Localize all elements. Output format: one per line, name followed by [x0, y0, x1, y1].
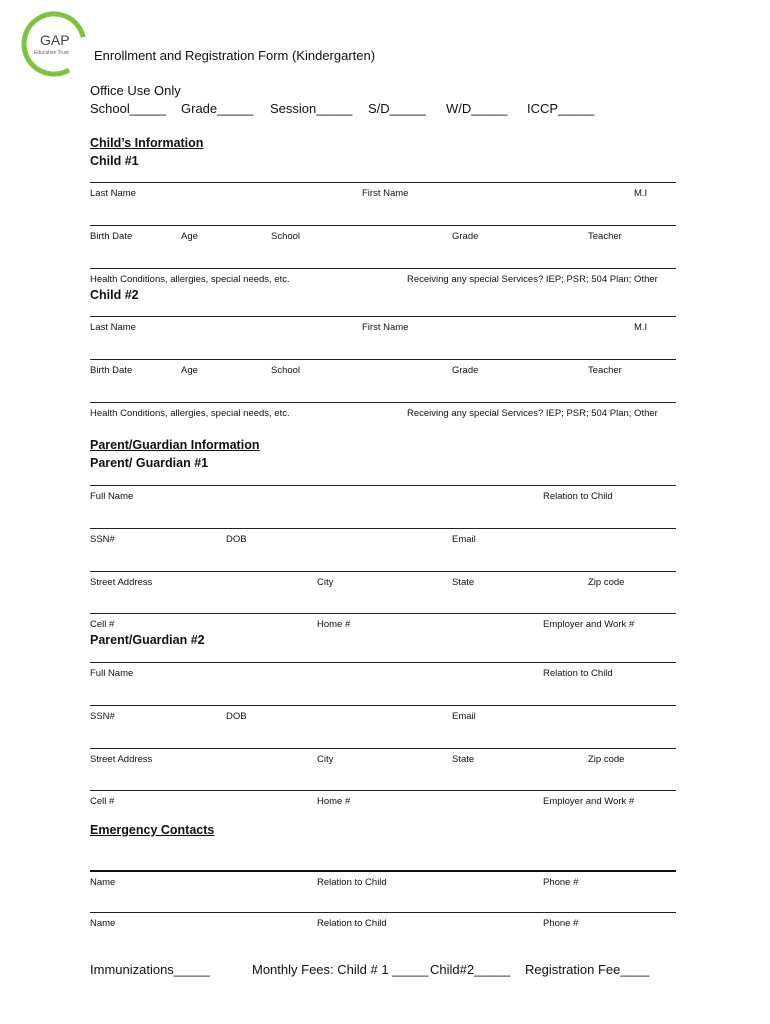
- office-field-grade[interactable]: Grade_____: [181, 101, 254, 116]
- parent2-phone-line[interactable]: [90, 790, 676, 791]
- parent1-employer-label: Employer and Work #: [543, 619, 635, 630]
- parent1-ssn-label: SSN#: [90, 534, 115, 545]
- child1-first-name-label: First Name: [362, 188, 409, 199]
- child1-health-label: Health Conditions, allergies, special needs, etc.: [90, 274, 290, 285]
- child2-grade-label: Grade: [452, 365, 479, 376]
- emergency1-line[interactable]: [90, 870, 676, 872]
- emergency2-line[interactable]: [90, 912, 676, 913]
- parent1-state-label: State: [452, 577, 475, 588]
- logo-text: GAP: [40, 32, 70, 48]
- immunizations-field[interactable]: Immunizations_____: [90, 962, 210, 977]
- parent2-email-label: Email: [452, 711, 476, 722]
- parent2-street-label: Street Address: [90, 754, 153, 765]
- parent1-home-label: Home #: [317, 619, 351, 630]
- parent1-address-line[interactable]: [90, 571, 676, 572]
- parent1-zip-label: Zip code: [588, 577, 625, 588]
- child1-name-line[interactable]: [90, 182, 676, 183]
- child2-last-name-label: Last Name: [90, 322, 136, 333]
- child2-name-line[interactable]: [90, 316, 676, 317]
- monthly-fees-field[interactable]: Monthly Fees: Child # 1 _____: [252, 962, 429, 977]
- parent2-full-name-label: Full Name: [90, 668, 134, 679]
- form-title: Enrollment and Registration Form (Kindergarten): [94, 48, 376, 63]
- child1-heading: Child #1: [90, 154, 139, 168]
- parent2-state-label: State: [452, 754, 475, 765]
- parent1-city-label: City: [317, 577, 334, 588]
- gap-logo: [20, 10, 88, 78]
- child1-grade-label: Grade: [452, 231, 479, 242]
- child2-details-line[interactable]: [90, 359, 676, 360]
- emergency2-name-label: Name: [90, 918, 116, 929]
- parent2-ssn-line[interactable]: [90, 705, 676, 706]
- child1-services-label: Receiving any special Services? IEP; PSR; 504 Plan; Other: [407, 274, 658, 285]
- parent1-phone-line[interactable]: [90, 613, 676, 614]
- emergency1-phone-label: Phone #: [543, 877, 579, 888]
- parent1-email-label: Email: [452, 534, 476, 545]
- logo-subtext: Education Trust: [34, 50, 69, 56]
- office-field-wd[interactable]: W/D_____: [446, 101, 508, 116]
- parent2-home-label: Home #: [317, 796, 351, 807]
- parent2-relation-label: Relation to Child: [543, 668, 613, 679]
- child2-health-line[interactable]: [90, 402, 676, 403]
- office-field-session[interactable]: Session_____: [270, 101, 353, 116]
- registration-fee-field[interactable]: Registration Fee____: [525, 962, 650, 977]
- parent-info-heading: Parent/Guardian Information: [90, 438, 260, 452]
- parent1-full-name-label: Full Name: [90, 491, 134, 502]
- emergency1-relation-label: Relation to Child: [317, 877, 387, 888]
- parent2-employer-label: Employer and Work #: [543, 796, 635, 807]
- child1-age-label: Age: [181, 231, 198, 242]
- child1-last-name-label: Last Name: [90, 188, 136, 199]
- emergency-heading: Emergency Contacts: [90, 823, 215, 837]
- child2-first-name-label: First Name: [362, 322, 409, 333]
- parent1-dob-label: DOB: [226, 534, 247, 545]
- child2-services-label: Receiving any special Services? IEP; PSR; 504 Plan; Other: [407, 408, 658, 419]
- child1-teacher-label: Teacher: [588, 231, 622, 242]
- child2-mi-label: M.I: [634, 322, 648, 333]
- child2-fee-field[interactable]: Child#2_____: [430, 962, 511, 977]
- child1-mi-label: M.I: [634, 188, 648, 199]
- child1-health-line[interactable]: [90, 268, 676, 269]
- office-field-school[interactable]: School_____: [90, 101, 166, 116]
- parent2-cell-label: Cell #: [90, 796, 115, 807]
- child2-health-label: Health Conditions, allergies, special needs, etc.: [90, 408, 290, 419]
- child2-heading: Child #2: [90, 288, 139, 302]
- parent2-name-line[interactable]: [90, 662, 676, 663]
- child1-school-label: School: [271, 231, 301, 242]
- child1-details-line[interactable]: [90, 225, 676, 226]
- child2-teacher-label: Teacher: [588, 365, 622, 376]
- child-info-heading: Child’s Information: [90, 136, 204, 150]
- parent2-dob-label: DOB: [226, 711, 247, 722]
- parent1-ssn-line[interactable]: [90, 528, 676, 529]
- office-use-heading: Office Use Only: [90, 83, 181, 98]
- child2-birth-date-label: Birth Date: [90, 365, 133, 376]
- child1-birth-date-label: Birth Date: [90, 231, 133, 242]
- parent2-zip-label: Zip code: [588, 754, 625, 765]
- parent1-relation-label: Relation to Child: [543, 491, 613, 502]
- child2-age-label: Age: [181, 365, 198, 376]
- parent2-address-line[interactable]: [90, 748, 676, 749]
- parent2-ssn-label: SSN#: [90, 711, 115, 722]
- office-field-iccp[interactable]: ICCP_____: [527, 101, 595, 116]
- emergency2-phone-label: Phone #: [543, 918, 579, 929]
- emergency1-name-label: Name: [90, 877, 116, 888]
- child2-school-label: School: [271, 365, 301, 376]
- parent1-street-label: Street Address: [90, 577, 153, 588]
- emergency2-relation-label: Relation to Child: [317, 918, 387, 929]
- office-field-sd[interactable]: S/D_____: [368, 101, 426, 116]
- parent1-name-line[interactable]: [90, 485, 676, 486]
- parent2-city-label: City: [317, 754, 334, 765]
- parent1-cell-label: Cell #: [90, 619, 115, 630]
- parent2-heading: Parent/Guardian #2: [90, 633, 205, 647]
- parent1-heading: Parent/ Guardian #1: [90, 456, 209, 470]
